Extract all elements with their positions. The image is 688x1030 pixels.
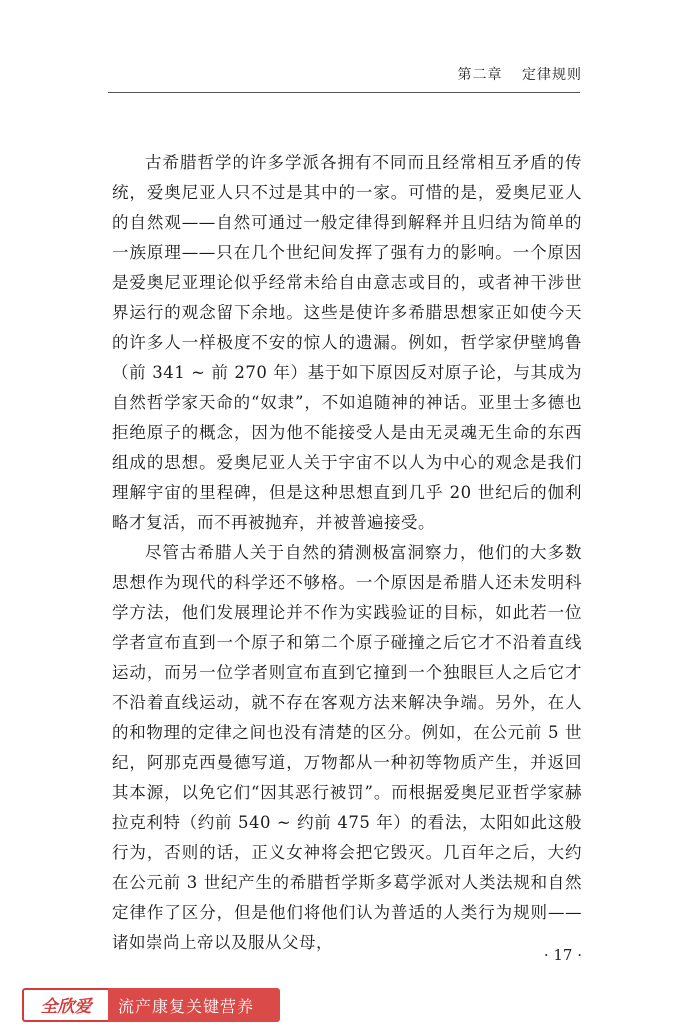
watermark-logo (22, 988, 108, 1022)
chapter-number: 第二章 (457, 67, 503, 83)
body-text (112, 148, 582, 958)
paragraph-1: 古希腊哲学的许多学派各拥有不同而且经常相互矛盾的传统，爱奥尼亚人只不过是其中的一家。可惜的是，爱奥尼亚人的自然观——自然可通过一般定律得到解释并且归结为简单的一族原理——只在几个世纪间发挥了强有力的影响。一个原因是爱奥尼亚理论似乎经常未给自由意志或目的，或者神干涉世界运行的观念留下余地。这些是使许多希腊思想家正如使今天的许多人一样极度不安的惊人的遗漏。例如，哲学家伊壁鸠鲁（前 341 ~ 前 270 年）基于如下原因反对原子论，与其成为自然哲学家天命的“奴隶”，不如追随神的神话。亚里士多德也拒绝原子的概念，因为他不能接受人是由无灵魂无生命的东西组成的思想。爱奥尼亚人关于宇宙不以人为中心的观念是我们理解宇宙的里程碑，但是这种思想直到几乎 20 世纪后的伽利略才复活，而不再被抛弃，并被普遍接受。 (112, 153, 582, 532)
watermark-banner (22, 988, 280, 1022)
paragraph-2: 尽管古希腊人关于自然的猜测极富洞察力，他们的大多数思想作为现代的科学还不够格。一个原因是希腊人还未发明科学方法，他们发展理论并不作为实践验证的目标，如此若一位学者宣布直到一个原子和第二个原子碰撞之后它才不沿着直线运动，而另一位学者则宣布直到它撞到一个独眼巨人之后它才不沿着直线运动，就不存在客观方法来解决争端。另外，在人的和物理的定律之间也没有清楚的区分。例如，在公元前 5 世纪，阿那克西曼德写道，万物都从一种初等物质产生，并返回其本源，以免它们“因其恶行被罚”。而根据爱奥尼亚哲学家赫拉克利特（约前 540 ~ 约前 475 年）的看法，太阳如此这般行为，否则的话，正义女神将会把它毁灭。几百年之后，大约在公元前 3 世纪产生的希腊哲学斯多葛学派对人类法规和自然定律作了区分，但是他们将他们认为普适的人类行为规则——诸如崇尚上帝以及服从父母， (112, 543, 582, 952)
watermark-slogan: 流产康复关键营养 (108, 988, 280, 1022)
running-header (458, 64, 582, 84)
chapter-title: 定律规则 (522, 67, 582, 83)
header-rule (108, 92, 580, 93)
page-number: · 17 · (543, 946, 582, 964)
logo-icon (31, 992, 101, 1018)
logo-text: 全欣爱 (40, 997, 92, 1017)
